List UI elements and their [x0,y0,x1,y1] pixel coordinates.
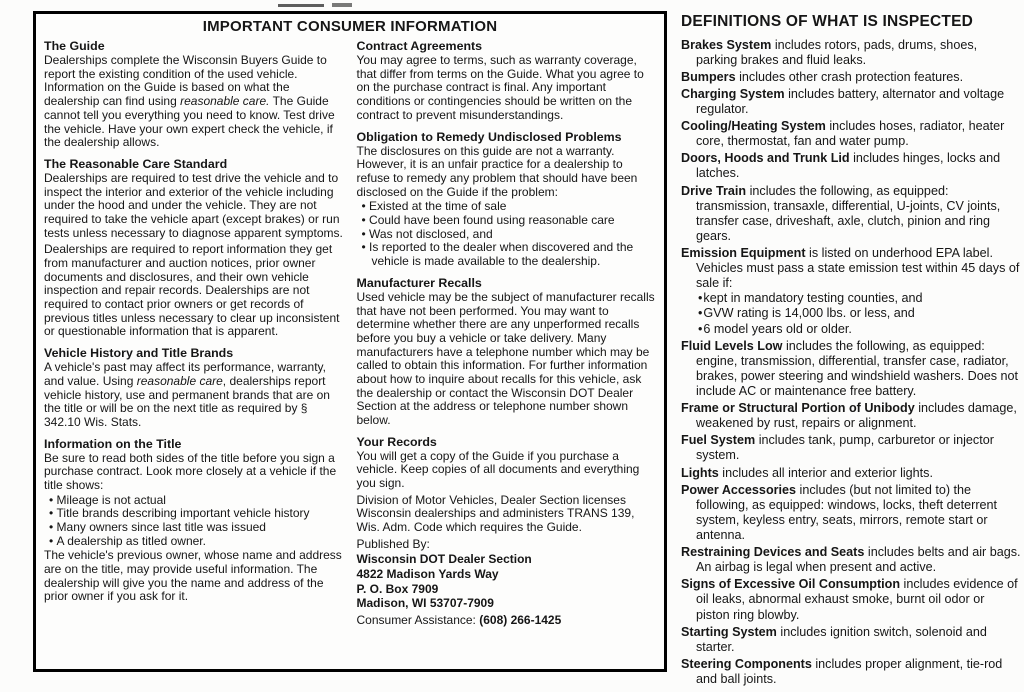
definition-entry: Fuel System includes tank, pump, carburetor or injector system. [681,433,994,463]
address-line: Wisconsin DOT Dealer Section [356,552,532,567]
section-heading: The Guide [44,39,105,53]
definition-term: Bumpers [681,69,736,84]
definition-term: Doors, Hoods and Trunk Lid [681,151,850,166]
paragraph: You may agree to terms, such as warranty coverage, that differ from terms on the Guide. What you agree to on the purchase contract is final. Any important conditions or contingencies should be written on the contract to prevent misunderstandings. [356,53,644,122]
definition-entry: Emission Equipment is listed on underhood EPA label. Vehicles must pass a state emission test within 45 days of sale if: • kept in mandatory testing counties, and • GVW rating is 14,000 lbs. or less, and • 6 model years old or older. [681,246,1021,337]
paragraph: A vehicle's past may affect its performance, warranty, and value. Using reasonable care, dealerships report vehicle history, use and permanent brands that are on the title or will be on the next title as required by § 342.10 Wis. Stats. [44,360,330,429]
bullet-list [357,200,657,268]
consumer-info-column-2 [357,38,657,629]
definition-term: Starting System [681,624,777,639]
bullet-list [44,494,344,549]
definition-entry: Starting System includes ignition switch, solenoid and starter. [681,624,987,654]
paragraph: The vehicle's previous owner, whose name and address are on the title, may provide useful information. The dealership will give you the name and address of the prior owner if you ask for it. [44,548,342,604]
definition-entry: Drive Train includes the following, as equipped: transmission, transaxle, differential, U-joints, CV joints, transfer case, driveshaft, axle, clutch, pinion and ring gears. [681,183,1001,243]
bullet-item: • Could have been found using reasonable care [357,214,657,228]
definition-entry: Restraining Devices and Seats includes belts and air bags. An airbag is legal when present and active. [681,545,1021,575]
definition-bullet: • GVW rating is 14,000 lbs. or less, and [696,306,1021,321]
definition-term: Lights [681,465,719,480]
definition-term: Cooling/Heating System [681,119,826,134]
paragraph: The disclosures on this guide are not a warranty. However, it is an unfair practice for a dealership to refuse to remedy any problem that should have been disclosed on the Guide if the problem: [356,143,638,199]
definition-entry: Signs of Excessive Oil Consumption includes evidence of oil leaks, abnormal exhaust smoke, burnt oil odor or piston ring blowby. [681,577,1018,622]
definition-term: Brakes System [681,37,772,52]
definition-term: Steering Components [681,656,812,671]
address-line: Madison, WI 53707-7909 [356,596,494,611]
definition-term: Restraining Devices and Seats [681,545,865,560]
definition-entry: Steering Components includes proper alignment, tie-rod and ball joints. [681,656,1003,686]
definition-term: Drive Train [681,183,747,198]
scan-artifact [278,4,324,7]
definition-entry: Cooling/Heating System includes hoses, radiator, heater core, thermostat, fan and water pump. [681,119,1005,149]
section-heading: Your Records [356,434,437,449]
bullet-item: • A dealership as titled owner. [44,535,344,549]
consumer-information-columns [44,38,656,629]
section-heading: Contract Agreements [356,39,483,53]
bullet-item: • Existed at the time of sale [357,200,657,214]
address-line: 4822 Madison Yards Way [356,567,499,582]
definition-term: Emission Equipment [681,246,806,261]
address-line: P. O. Box 7909 [356,581,439,596]
definitions-section [681,13,1021,689]
section-heading: Information on the Title [44,436,182,451]
paragraph: Dealerships complete the Wisconsin Buyers Guide to report the existing condition of the used vehicle. Information on the Guide is based on what the dealership can find using reasonable care. The Guide cannot tell you everything you need to know. Test drive the vehicle. Have your own expert check the vehicle, if the dealership allows. [44,53,335,150]
bullet-item: • Many owners since last title was issued [44,521,344,535]
paragraph: Published By: [356,536,430,551]
section-heading: Vehicle History and Title Brands [44,346,234,361]
definition-entry: Frame or Structural Portion of Unibody includes damage, weakened by rust, repairs or alignment. [681,401,1017,431]
important-consumer-information-box [33,11,667,672]
paragraph: Division of Motor Vehicles, Dealer Section licenses Wisconsin dealerships and administers TRANS 139, Wis. Adm. Code which requires the Guide. [356,492,635,535]
paragraph: Used vehicle may be the subject of manufacturer recalls that have not been performed. You may want to determine whether there are any unperformed recalls before you buy a vehicle or take delivery. Many manufacturers have a telephone number which may be called to obtain this information. For further information about how to inquire about recalls for this vehicle, ask the dealership or contact the Wisconsin DOT Dealer Section at the address or telephone number shown below. [356,289,655,427]
paragraph: Consumer Assistance: (608) 266-1425 [356,613,562,628]
definitions-list [681,38,1021,687]
consumer-information-title: IMPORTANT CONSUMER INFORMATION [202,18,498,35]
definition-bullet: • 6 model years old or older. [696,322,1021,337]
bullet-item: • Was not disclosed, and [357,228,657,242]
consumer-info-column-1 [44,38,344,629]
definition-bullet: • kept in mandatory testing counties, and [696,291,1021,306]
definition-entry: Doors, Hoods and Trunk Lid includes hinges, locks and latches. [681,151,1001,181]
definition-term: Fuel System [681,433,756,448]
definitions-title: DEFINITIONS OF WHAT IS INSPECTED [681,13,974,30]
definition-term: Frame or Structural Portion of Unibody [681,401,915,416]
paragraph: Dealerships are required to report information they get from manufacturer and auction notices, prior owner documents and disclosures, and their own vehicle inspection and repair records. Dealerships are not required to contact prior owners or get records of previous titles unless necessary to clear up inconsistent or questionable information that is apparent. [44,242,340,339]
bullet-item: • Mileage is not actual [44,494,344,508]
definition-entry: Power Accessories includes (but not limited to) the following, as equipped: windows, locks, theft deterrent system, keyless entry, seats, mirrors, remote start or antenna. [681,482,998,542]
definition-term: Charging System [681,86,785,101]
bullet-item: • Is reported to the dealer when discovered and the vehicle is made available to the dealership. [357,241,657,268]
publisher-address [357,553,657,611]
definition-term: Signs of Excessive Oil Consumption [681,577,901,592]
definition-entry: Lights includes all interior and exterior lights. [681,465,933,480]
definition-entry: Charging System includes battery, alternator and voltage regulator. [681,86,1005,117]
paragraph: Be sure to read both sides of the title before you sign a purchase contract. Look more closely at a vehicle if the title shows: [44,450,337,493]
definition-entry: Fluid Levels Low includes the following, as equipped: engine, transmission, differential, transfer case, radiator, brakes, power steering and windshield washers. Does not include AC or maintenance free battery. [681,338,1019,398]
bullet-item: • Title brands describing important vehicle history [44,507,344,521]
definition-entry: Brakes System includes rotors, pads, drums, shoes, parking brakes and fluid leaks. [681,37,978,67]
section-heading: The Reasonable Care Standard [44,156,228,171]
definition-term: Power Accessories [681,482,797,497]
definition-term: Fluid Levels Low [681,338,783,353]
paragraph: Dealerships are required to test drive the vehicle and to inspect the interior and exterior of the vehicle including under the hood and under the vehicle. They are not required to take the vehicle apart (except brakes) or run tests unless necessary to diagnose apparent symptoms. [44,170,343,240]
scan-artifact [332,3,352,7]
section-heading: Obligation to Remedy Undisclosed Problems [356,129,622,144]
paragraph: You will get a copy of the Guide if you purchase a vehicle. Keep copies of all documents and everything you sign. [356,448,640,491]
section-heading: Manufacturer Recalls [356,275,482,290]
definition-entry: Bumpers includes other crash protection features. [681,69,964,84]
